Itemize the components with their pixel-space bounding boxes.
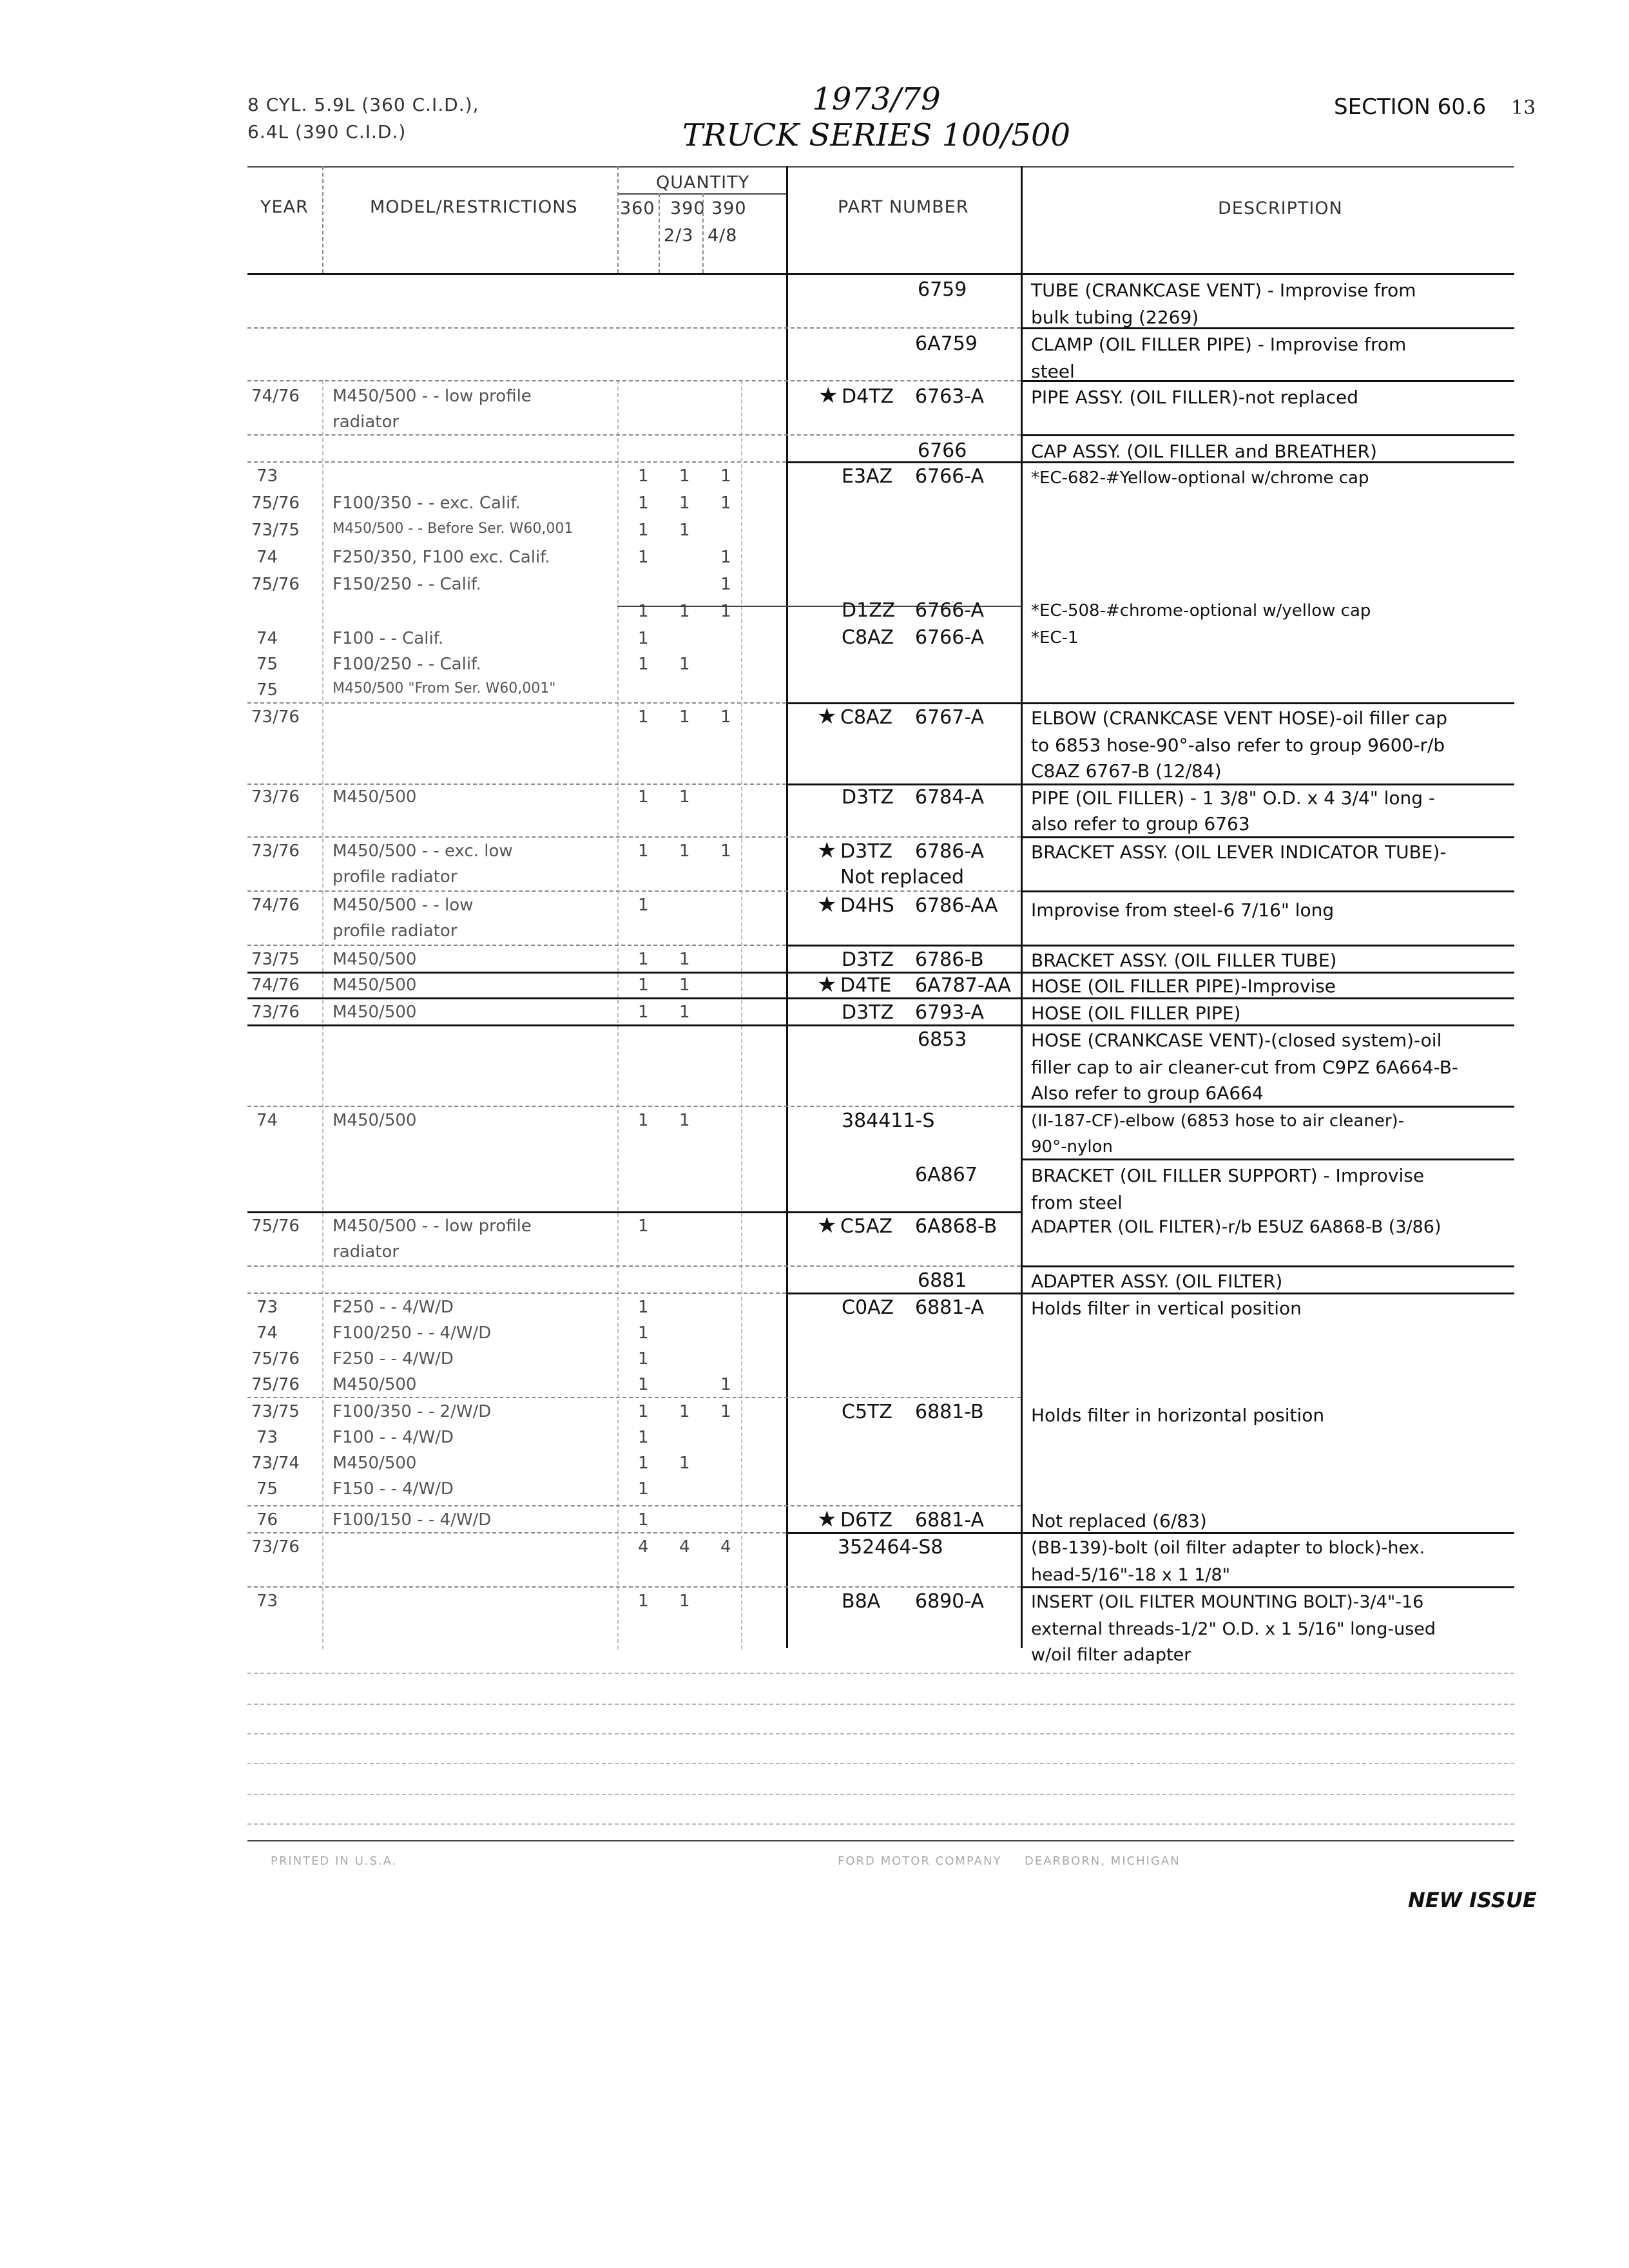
model-restriction: F150/250 - - Calif. (333, 575, 481, 594)
part-prefix: D6TZ (840, 1509, 893, 1532)
description-line: filler cap to air cleaner-cut from C9PZ 6A664-B- (1031, 1057, 1459, 1078)
qty-360: 1 (638, 1510, 649, 1530)
rule (247, 783, 786, 785)
col-year: YEAR (260, 197, 309, 217)
part-suffix: 6767-A (915, 706, 985, 729)
qty-360: 1 (638, 1323, 649, 1343)
part-suffix: 6881 (918, 1269, 967, 1292)
year: 73/76 (251, 707, 300, 727)
qty-390b: 1 (720, 1402, 731, 1421)
qty-390a: 1 (679, 787, 690, 807)
qty-390b: 1 (720, 707, 731, 727)
model-restriction: M450/500 "From Ser. W60,001" (333, 680, 556, 697)
description-line: INSERT (OIL FILTER MOUNTING BOLT)-3/4"-16 (1031, 1592, 1424, 1612)
year: 73/75 (251, 1402, 300, 1421)
star-icon: ★ (817, 972, 837, 997)
year: 75/76 (251, 575, 300, 594)
description-line: external threads-1/2" O.D. x 1 5/16" long-used (1031, 1619, 1436, 1639)
part-prefix: D4TZ (842, 385, 894, 408)
col-q360: 360 (620, 198, 655, 218)
part-suffix: 6793-A (915, 1001, 985, 1024)
description-line: steel (1031, 361, 1075, 382)
part-suffix: 6786-A (915, 840, 985, 863)
model-divider (322, 380, 323, 1649)
description-column-divider (1021, 166, 1023, 1648)
model-restriction: M450/500 (333, 1003, 417, 1022)
year: 73/75 (251, 950, 300, 969)
description-line: bulk tubing (2269) (1031, 307, 1199, 328)
description-line: ADAPTER ASSY. (OIL FILTER) (1031, 1271, 1283, 1292)
rule (247, 1211, 1021, 1213)
quantity-rule (617, 193, 786, 195)
qty-360: 1 (638, 521, 649, 540)
description-line: from steel (1031, 1192, 1123, 1213)
qty-360: 1 (638, 1479, 649, 1499)
qty-390a: 1 (679, 494, 690, 513)
rule (247, 945, 786, 946)
rule (1021, 890, 1514, 892)
qty-390a: 1 (679, 602, 690, 621)
col-description: DESCRIPTION (1218, 198, 1343, 218)
rule (247, 434, 1021, 436)
year: 73/76 (251, 787, 300, 807)
model-restriction: F100/150 - - 4/W/D (333, 1510, 492, 1530)
part-prefix: C0AZ (842, 1296, 894, 1319)
qty-390a: 1 (679, 841, 690, 861)
part-suffix: 6766-A (915, 626, 985, 649)
part-suffix: 6759 (918, 278, 967, 301)
year: 73 (256, 1428, 278, 1447)
description-line: to 6853 hose-90°-also refer to group 9600-r/b (1031, 735, 1445, 756)
col-model: MODEL/RESTRICTIONS (370, 197, 578, 217)
model-restriction: F100/350 - - 2/W/D (333, 1402, 492, 1421)
part-suffix: 6786-AA (915, 894, 998, 917)
rule (247, 702, 786, 704)
qty-360: 1 (638, 896, 649, 915)
qty-390a: 1 (679, 1402, 690, 1421)
rule (247, 836, 1021, 838)
rule (247, 1673, 1514, 1674)
qty-360: 1 (638, 1375, 649, 1394)
part-prefix: C5TZ (842, 1401, 892, 1423)
year: 73/76 (251, 841, 300, 861)
year: 73 (256, 466, 278, 486)
qty-divider-c (702, 193, 704, 273)
qty-360: 1 (638, 1298, 649, 1317)
model-restriction: F100/350 - - exc. Calif. (333, 494, 521, 513)
qty-360: 1 (638, 707, 649, 727)
part-suffix: 6766 (918, 439, 967, 462)
part-suffix: 6A867 (915, 1164, 978, 1186)
engine-line-1: 8 CYL. 5.9L (360 C.I.D.), (247, 94, 479, 115)
star-icon: ★ (817, 1213, 837, 1238)
qty-390b: 1 (720, 494, 731, 513)
part-prefix: C5AZ (840, 1215, 893, 1238)
model-restriction: M450/500 - - low profile (333, 1216, 532, 1236)
model-restriction: F100/250 - - 4/W/D (333, 1323, 492, 1343)
rule (247, 1763, 1514, 1764)
year: 73 (256, 1298, 278, 1317)
description-line: (BB-139)-bolt (oil filter adapter to block)-hex. (1031, 1538, 1425, 1558)
part-suffix: 6881-B (915, 1401, 984, 1423)
part-prefix: D3TZ (842, 1001, 894, 1024)
page-series: TRUCK SERIES 100/500 (682, 117, 1071, 153)
qty-390b: 1 (720, 602, 731, 621)
part-suffix: 6763-A (915, 385, 985, 408)
part-prefix: E3AZ (842, 465, 893, 488)
footer-company: FORD MOTOR COMPANY (838, 1854, 1002, 1868)
year: 76 (256, 1510, 278, 1530)
description-line: CLAMP (OIL FILLER PIPE) - Improvise from (1031, 334, 1407, 355)
rule (247, 890, 1021, 892)
year: 75/76 (251, 1349, 300, 1369)
description-line: CAP ASSY. (OIL FILLER and BREATHER) (1031, 441, 1377, 462)
part-prefix: D4HS (840, 894, 894, 917)
col-q390a-sub: 2/3 (664, 226, 694, 245)
description-line: ELBOW (CRANKCASE VENT HOSE)-oil filler cap (1031, 707, 1448, 729)
qty-390a: 4 (679, 1537, 690, 1557)
description-line: BRACKET ASSY. (OIL FILLER TUBE) (1031, 950, 1337, 971)
model-restriction: M450/500 (333, 1375, 417, 1394)
qty-divider-b (659, 193, 660, 273)
year: 75 (256, 655, 278, 674)
rule (1021, 434, 1514, 436)
description-line: BRACKET (OIL FILLER SUPPORT) - Improvise (1031, 1165, 1425, 1186)
part-suffix: 6881-A (915, 1509, 985, 1532)
qty-divider-left (617, 380, 619, 1649)
rule (247, 327, 1021, 329)
year: 74/76 (251, 896, 300, 915)
qty-390a: 1 (679, 950, 690, 969)
qty-390b: 1 (720, 841, 731, 861)
rule (247, 380, 1021, 381)
part-suffix: 6786-B (915, 948, 984, 971)
qty-390a: 1 (679, 1591, 690, 1611)
qty-390b: 1 (720, 575, 731, 594)
qty-390a: 1 (679, 975, 690, 995)
part-prefix: 352464-S8 (838, 1536, 943, 1559)
rule (247, 1265, 1021, 1267)
footer-printed: PRINTED IN U.S.A. (271, 1854, 398, 1868)
description-line: 90°-nylon (1031, 1137, 1113, 1157)
qty-390b: 1 (720, 548, 731, 567)
description-line: (II-187-CF)-elbow (6853 hose to air cleaner)- (1031, 1111, 1405, 1131)
qty-360: 1 (638, 975, 649, 995)
new-issue-label: NEW ISSUE (1408, 1888, 1537, 1912)
qty-360: 1 (638, 1111, 649, 1130)
qty-360: 1 (638, 602, 649, 621)
col-part-number: PART NUMBER (838, 197, 969, 217)
part-prefix: 384411-S (842, 1110, 935, 1132)
qty-360: 1 (638, 1454, 649, 1473)
rule (786, 702, 1514, 704)
table-top-rule (247, 166, 1514, 168)
qty-390a: 1 (679, 1454, 690, 1473)
qty-390b: 1 (720, 466, 731, 486)
part-prefix: D4TE (840, 974, 892, 997)
star-icon: ★ (818, 383, 838, 408)
description-line: HOSE (OIL FILLER PIPE) (1031, 1003, 1241, 1024)
qty-360: 1 (638, 841, 649, 861)
model-restriction: F250/350, F100 exc. Calif. (333, 548, 550, 567)
year: 74 (256, 1323, 278, 1343)
rule (1021, 380, 1514, 382)
description-line: also refer to group 6763 (1031, 813, 1250, 834)
rule (1021, 1265, 1514, 1267)
rule (247, 1024, 1514, 1026)
year: 75/76 (251, 494, 300, 513)
description-line: PIPE ASSY. (OIL FILLER)-not replaced (1031, 387, 1358, 408)
part-suffix: 6881-A (915, 1296, 985, 1319)
year: 74 (256, 548, 278, 567)
year: 75/76 (251, 1375, 300, 1394)
part-prefix: B8A (842, 1590, 881, 1613)
part-suffix: 6A868-B (915, 1215, 998, 1238)
qty-360: 1 (638, 1349, 649, 1369)
model-restriction: M450/500 (333, 787, 417, 807)
qty-360: 1 (638, 548, 649, 567)
rule (786, 945, 1514, 947)
part-note: Not replaced (840, 866, 964, 889)
description-line: *EC-682-#Yellow-optional w/chrome cap (1031, 468, 1369, 488)
qty-divider-a (617, 166, 619, 273)
model-restriction: F150 - - 4/W/D (333, 1479, 454, 1499)
year: 74 (256, 1111, 278, 1130)
qty-360: 4 (638, 1537, 649, 1557)
rule (247, 1704, 1514, 1705)
year: 74/76 (251, 975, 300, 995)
qty-360: 1 (638, 787, 649, 807)
model-restriction: F100 - - 4/W/D (333, 1428, 454, 1447)
description-line: *EC-508-#chrome-optional w/yellow cap (1031, 601, 1371, 620)
rule (247, 1840, 1514, 1841)
part-suffix: 6853 (918, 1028, 967, 1051)
description-line: Not replaced (6/83) (1031, 1510, 1207, 1532)
rule (247, 1823, 1514, 1825)
description-line: BRACKET ASSY. (OIL LEVER INDICATOR TUBE)- (1031, 841, 1447, 863)
model-restriction: M450/500 - - Before Ser. W60,001 (333, 521, 574, 537)
qty-390b: 4 (720, 1537, 731, 1557)
star-icon: ★ (817, 892, 837, 918)
description-line: w/oil filter adapter (1031, 1645, 1191, 1665)
section-label: SECTION 60.6 (1334, 94, 1487, 120)
col-q390b-sub: 4/8 (708, 226, 738, 245)
year: 73/76 (251, 1003, 300, 1022)
year: 73/74 (251, 1454, 300, 1473)
qty-360: 1 (638, 950, 649, 969)
description-line: ADAPTER (OIL FILTER)-r/b E5UZ 6A868-B (3/86) (1031, 1217, 1441, 1237)
model-restriction: F250 - - 4/W/D (333, 1349, 454, 1369)
rule (247, 1586, 1021, 1588)
page-number: 13 (1511, 97, 1536, 119)
col-q390a: 390 (670, 198, 706, 218)
part-suffix: 6A759 (915, 332, 978, 355)
model-restriction: F100 - - Calif. (333, 629, 444, 648)
rule (247, 1106, 1021, 1107)
qty-390a: 1 (679, 521, 690, 540)
description-line: head-5/16"-18 x 1 1/8" (1031, 1565, 1231, 1585)
qty-360: 1 (638, 466, 649, 486)
model-restriction: profile radiator (333, 867, 458, 887)
year: 75 (256, 1479, 278, 1499)
footer-location: DEARBORN, MICHIGAN (1025, 1854, 1181, 1868)
qty-390a: 1 (679, 466, 690, 486)
part-prefix: D3TZ (842, 786, 894, 809)
star-icon: ★ (817, 838, 837, 863)
qty-divider-right (741, 380, 742, 1649)
description-line: Holds filter in horizontal position (1031, 1405, 1325, 1426)
year: 74/76 (251, 387, 300, 406)
qty-390a: 1 (679, 1003, 690, 1022)
part-prefix: C8AZ (842, 626, 894, 649)
part-suffix: 6A787-AA (915, 974, 1011, 997)
part-prefix: D3TZ (842, 948, 894, 971)
model-restriction: M450/500 (333, 1454, 417, 1473)
part-suffix: 6766-A (915, 465, 985, 488)
qty-360: 1 (638, 1003, 649, 1022)
rule (247, 1397, 1021, 1398)
description-line: Improvise from steel-6 7/16" long (1031, 899, 1335, 921)
description-line: C8AZ 6767-B (12/84) (1031, 760, 1222, 782)
model-restriction: M450/500 - - low profile (333, 387, 532, 406)
star-icon: ★ (817, 1506, 837, 1532)
qty-360: 1 (638, 655, 649, 674)
description-line: Also refer to group 6A664 (1031, 1082, 1264, 1104)
engine-line-2: 6.4L (390 C.I.D.) (247, 121, 407, 142)
qty-360: 1 (638, 494, 649, 513)
col-q390b: 390 (711, 198, 747, 218)
part-prefix: C8AZ (840, 706, 893, 729)
page-years: 1973/79 (812, 81, 941, 117)
qty-390a: 1 (679, 707, 690, 727)
qty-360: 1 (638, 1591, 649, 1611)
model-restriction: M450/500 (333, 950, 417, 969)
year: 74 (256, 629, 278, 648)
model-restriction: M450/500 - - low (333, 896, 474, 915)
header-bottom-rule (247, 273, 1514, 275)
rule (247, 1733, 1514, 1735)
qty-390a: 1 (679, 1111, 690, 1130)
year: 73/75 (251, 521, 300, 540)
model-restriction: profile radiator (333, 921, 458, 941)
part-suffix: 6766-A (915, 599, 985, 622)
qty-360: 1 (638, 1402, 649, 1421)
year: 75/76 (251, 1216, 300, 1236)
col-quantity: QUANTITY (656, 173, 750, 193)
qty-360: 1 (638, 1216, 649, 1236)
year: 73/76 (251, 1537, 300, 1557)
description-line: PIPE (OIL FILLER) - 1 3/8" O.D. x 4 3/4" long - (1031, 787, 1436, 809)
part-prefix: D3TZ (840, 840, 893, 863)
model-restriction: F100/250 - - Calif. (333, 655, 481, 674)
rule (247, 461, 786, 463)
description-line: Holds filter in vertical position (1031, 1298, 1302, 1319)
part-suffix: 6890-A (915, 1590, 985, 1613)
qty-360: 1 (638, 1428, 649, 1447)
rule (247, 1505, 1021, 1506)
description-line: *EC-1 (1031, 628, 1079, 648)
year-divider (322, 166, 323, 273)
model-restriction: M450/500 (333, 975, 417, 995)
qty-360: 1 (638, 629, 649, 648)
qty-390b: 1 (720, 1375, 731, 1394)
description-line: HOSE (CRANKCASE VENT)-(closed system)-oil (1031, 1030, 1442, 1051)
model-restriction: radiator (333, 412, 400, 432)
part-column-divider (786, 166, 788, 1648)
year: 73 (256, 1591, 278, 1611)
part-prefix: D1ZZ (842, 599, 896, 622)
description-line: HOSE (OIL FILLER PIPE)-Improvise (1031, 975, 1336, 997)
rule (247, 1532, 786, 1533)
model-restriction: M450/500 (333, 1111, 417, 1130)
rule (247, 1794, 1514, 1795)
model-restriction: radiator (333, 1242, 400, 1262)
year: 75 (256, 680, 278, 700)
rule (247, 1293, 786, 1294)
description-line: TUBE (CRANKCASE VENT) - Improvise from (1031, 280, 1416, 301)
model-restriction: F250 - - 4/W/D (333, 1298, 454, 1317)
star-icon: ★ (817, 704, 837, 729)
part-suffix: 6784-A (915, 786, 985, 809)
model-restriction: M450/500 - - exc. low (333, 841, 513, 861)
qty-390a: 1 (679, 655, 690, 674)
